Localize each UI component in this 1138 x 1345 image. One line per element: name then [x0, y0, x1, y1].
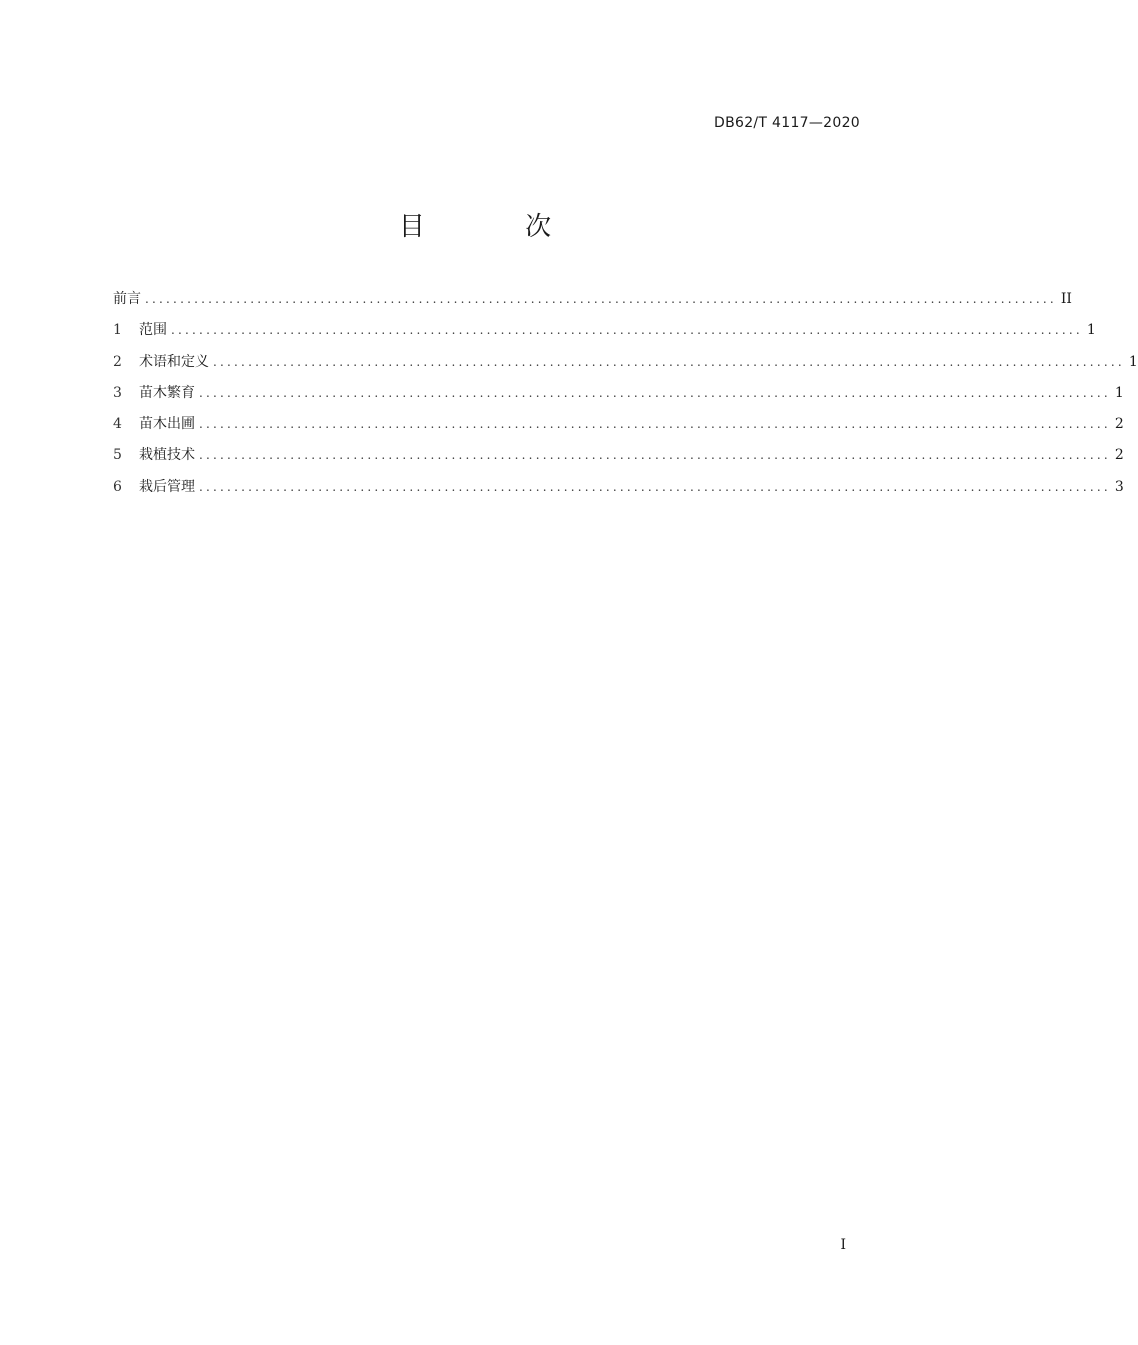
- toc-entry-page: 2: [1114, 447, 1124, 464]
- toc-entry-number: 1: [113, 322, 122, 339]
- toc-entry-terms[interactable]: [113, 349, 1138, 380]
- toc-entry-post-planting[interactable]: [113, 474, 1124, 505]
- table-of-contents: [113, 286, 1138, 505]
- page-title: 目 次: [398, 212, 598, 242]
- toc-entry-page: 1: [1114, 384, 1124, 401]
- toc-entry-number: 3: [113, 384, 122, 401]
- toc-leader-dots: ..................................................................................................................................: [213, 354, 1125, 369]
- toc-entry-foreword[interactable]: [113, 286, 1072, 317]
- toc-entry-page: 1: [1086, 322, 1096, 339]
- toc-entry-number: 6: [113, 478, 122, 495]
- toc-entry-label: 前言: [113, 291, 141, 307]
- toc-entry-planting[interactable]: [113, 442, 1124, 473]
- toc-entry-label: 术语和定义: [139, 353, 209, 370]
- toc-entry-number: 4: [113, 416, 122, 433]
- toc-entry-page: 3: [1114, 478, 1124, 495]
- toc-entry-label: 苗木繁育: [139, 384, 195, 401]
- toc-entry-label: 栽后管理: [139, 478, 195, 495]
- toc-leader-dots: ..................................................................................................................................: [171, 323, 1083, 338]
- toc-entry-seedling-lifting[interactable]: [113, 411, 1124, 442]
- toc-entry-page: II: [1060, 291, 1072, 307]
- toc-leader-dots: ..................................................................................................................................: [199, 448, 1111, 463]
- document-code: DB62/T 4117—2020: [714, 115, 860, 131]
- page-number: I: [840, 1237, 846, 1253]
- toc-entry-page: 1: [1128, 353, 1138, 370]
- toc-entry-number: 2: [113, 353, 122, 370]
- toc-leader-dots: ..................................................................................................................................: [199, 417, 1111, 432]
- toc-entry-scope[interactable]: [113, 317, 1096, 348]
- toc-entry-label: 苗木出圃: [139, 416, 195, 433]
- toc-entry-label: 栽植技术: [139, 447, 195, 464]
- toc-entry-number: 5: [113, 447, 122, 464]
- toc-entry-seedling-breeding[interactable]: [113, 380, 1124, 411]
- toc-entry-page: 2: [1114, 416, 1124, 433]
- toc-leader-dots: ..................................................................................................................................: [145, 292, 1057, 306]
- toc-leader-dots: ..................................................................................................................................: [199, 385, 1111, 400]
- toc-leader-dots: ..................................................................................................................................: [199, 479, 1111, 494]
- toc-entry-label: 范围: [139, 322, 167, 339]
